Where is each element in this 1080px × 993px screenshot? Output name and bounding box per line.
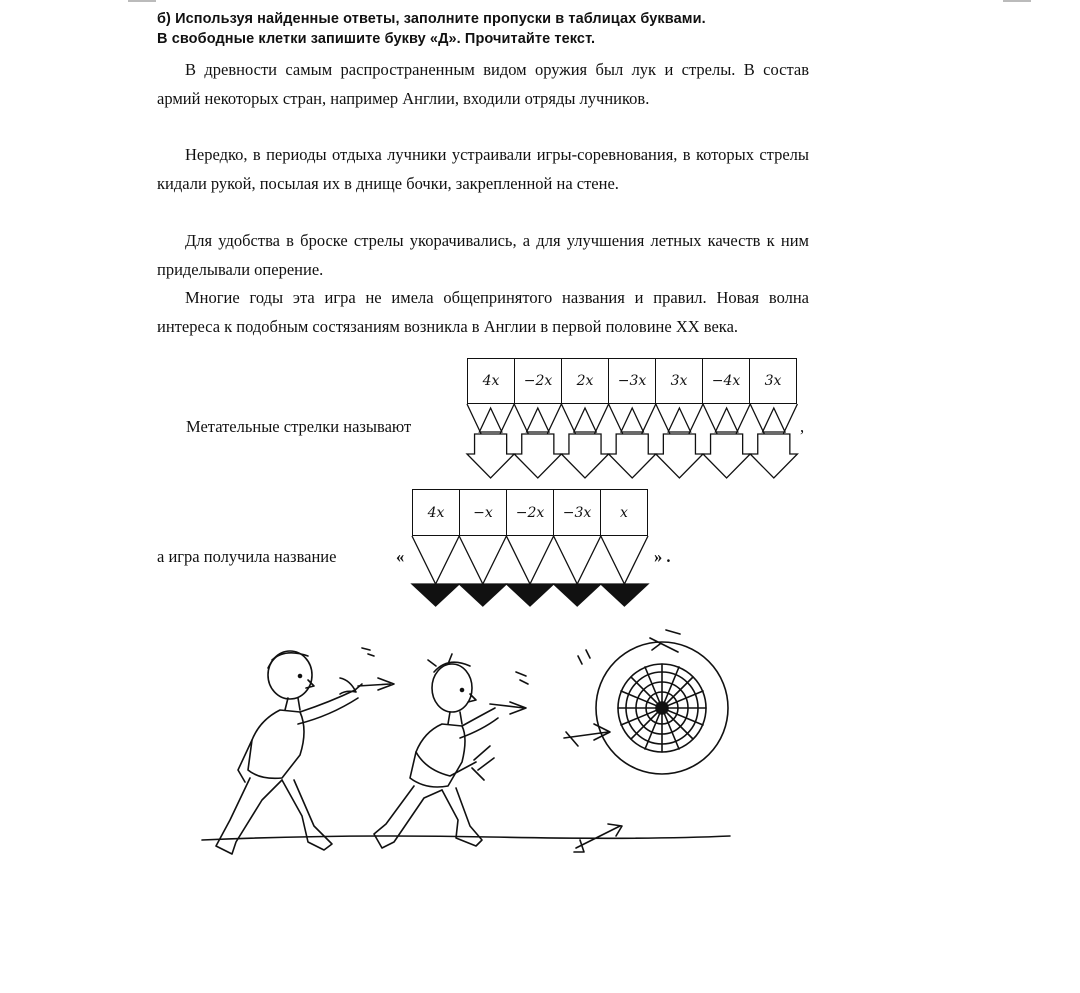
table1-cell[interactable]: 3x	[750, 359, 797, 404]
table2-cell[interactable]: −x	[460, 490, 507, 536]
dart-arrow-shape	[703, 404, 750, 478]
dart-arrow-shape	[656, 404, 703, 478]
sentence-game: а игра получила название	[157, 547, 337, 566]
dart-arrow-shape	[750, 404, 797, 478]
ground-line	[202, 836, 730, 840]
table1-cell[interactable]: −3x	[609, 359, 656, 404]
dart-arrows-row-2	[412, 536, 652, 610]
table2-cell[interactable]: x	[601, 490, 648, 536]
table1-cell[interactable]: −2x	[515, 359, 562, 404]
dart-arrow-shape	[561, 404, 608, 478]
page-edge-left	[128, 0, 156, 2]
dart-arrow-shape	[459, 536, 506, 606]
boy-1-figure	[216, 648, 394, 854]
answer-table-1	[467, 358, 797, 404]
dart-arrow-shape	[412, 536, 459, 606]
dart-arrow-shape	[506, 536, 553, 606]
dart-arrow-shape	[609, 404, 656, 478]
dart-arrow-shape	[554, 536, 601, 606]
dart-arrow-shape	[467, 404, 514, 478]
answer-table-2	[412, 489, 648, 536]
paragraph-4: Многие годы эта игра не имела общепринятого названия и правил. Новая волна интереса к подобным состязаниям возникла в Англии в первой половине XX века.	[157, 288, 809, 336]
table1-cell[interactable]: −4x	[703, 359, 750, 404]
table1-cell[interactable]: 4x	[468, 359, 515, 404]
darts-players-illustration	[190, 620, 750, 870]
dart-arrows-row-1	[467, 404, 799, 480]
paragraph-2: Нередко, в периоды отдыха лучники устраивали игры-соревнования, в которых стрелы кидали рукой, посылая их в днище бочки, закрепленной на стене.	[157, 145, 809, 193]
table2-cell[interactable]: 4x	[413, 490, 460, 536]
table1-cell[interactable]: 3x	[656, 359, 703, 404]
page-edge-right	[1003, 0, 1031, 2]
task-heading-line1: б) Используя найденные ответы, заполните пропуски в таблицах буквами.	[157, 11, 706, 27]
sentence-darts: Метательные стрелки называют	[186, 417, 412, 436]
task-heading-line2: В свободные клетки запишите букву «Д». Прочитайте текст.	[157, 31, 596, 47]
dart-arrow-shape	[514, 404, 561, 478]
paragraph-3: Для удобства в броске стрелы укорачивались, а для улучшения летных качеств к ним приделывали оперение.	[157, 231, 809, 279]
comma: ,	[800, 417, 805, 436]
paragraph-1: В древности самым распространенным видом оружия был лук и стрелы. В состав армий некоторых стран, например Англии, входили отряды лучников.	[157, 60, 809, 108]
dartboard	[564, 630, 728, 774]
open-quote: «	[396, 547, 405, 566]
table2-cell[interactable]: −2x	[507, 490, 554, 536]
table1-cell[interactable]: 2x	[562, 359, 609, 404]
close-quote: » .	[654, 547, 671, 566]
dart-arrow-shape	[601, 536, 648, 606]
boy-2-figure	[374, 654, 528, 848]
table2-cell[interactable]: −3x	[554, 490, 601, 536]
task-heading	[157, 9, 817, 49]
